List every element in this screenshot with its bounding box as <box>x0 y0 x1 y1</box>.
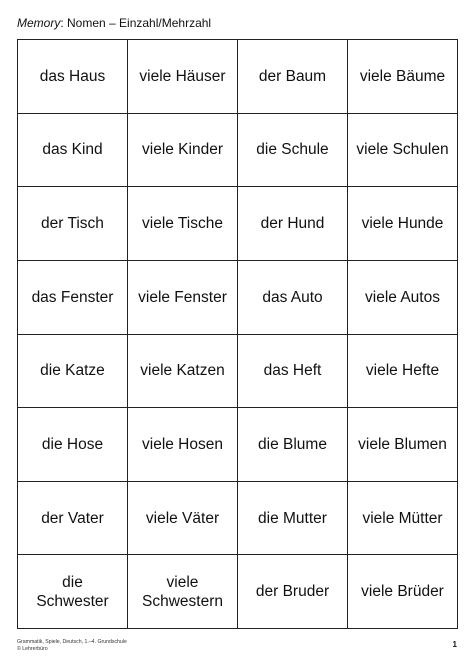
title-italic: Memory <box>17 16 61 30</box>
memory-card: viele Schulen <box>348 114 458 188</box>
memory-card: viele Hunde <box>348 187 458 261</box>
memory-card: der Hund <box>238 187 348 261</box>
memory-card: das Haus <box>18 40 128 114</box>
memory-card: viele Häuser <box>128 40 238 114</box>
footer-credits <box>17 639 127 653</box>
memory-card: viele Schwestern <box>128 555 238 629</box>
memory-card: die Hose <box>18 408 128 482</box>
page-title <box>17 15 211 31</box>
memory-card: das Kind <box>18 114 128 188</box>
memory-card: der Baum <box>238 40 348 114</box>
memory-card: der Tisch <box>18 187 128 261</box>
memory-card: viele Blumen <box>348 408 458 482</box>
memory-card: viele Tische <box>128 187 238 261</box>
memory-card-grid <box>17 39 458 629</box>
memory-card: die Katze <box>18 335 128 409</box>
memory-card: viele Autos <box>348 261 458 335</box>
memory-card: viele Bäume <box>348 40 458 114</box>
memory-card: die Mutter <box>238 482 348 556</box>
memory-card: die Blume <box>238 408 348 482</box>
footer-source: Grammatik, Spiele, Deutsch, 1.–4. Grundschule <box>17 639 127 645</box>
memory-card: viele Mütter <box>348 482 458 556</box>
memory-card: viele Kinder <box>128 114 238 188</box>
memory-card: der Vater <box>18 482 128 556</box>
memory-card: viele Hefte <box>348 335 458 409</box>
memory-card: die Schule <box>238 114 348 188</box>
title-rest: : Nomen – Einzahl/Mehrzahl <box>60 16 212 30</box>
memory-card: viele Brüder <box>348 555 458 629</box>
memory-card: viele Katzen <box>128 335 238 409</box>
memory-card: das Auto <box>238 261 348 335</box>
memory-card: der Bruder <box>238 555 348 629</box>
memory-card: viele Hosen <box>128 408 238 482</box>
memory-card: das Fenster <box>18 261 128 335</box>
page-number: 1 <box>452 640 457 649</box>
footer-copyright: © Lehrerbüro <box>17 646 48 652</box>
memory-card: die Schwester <box>18 555 128 629</box>
memory-card: das Heft <box>238 335 348 409</box>
memory-card: viele Väter <box>128 482 238 556</box>
memory-card: viele Fenster <box>128 261 238 335</box>
